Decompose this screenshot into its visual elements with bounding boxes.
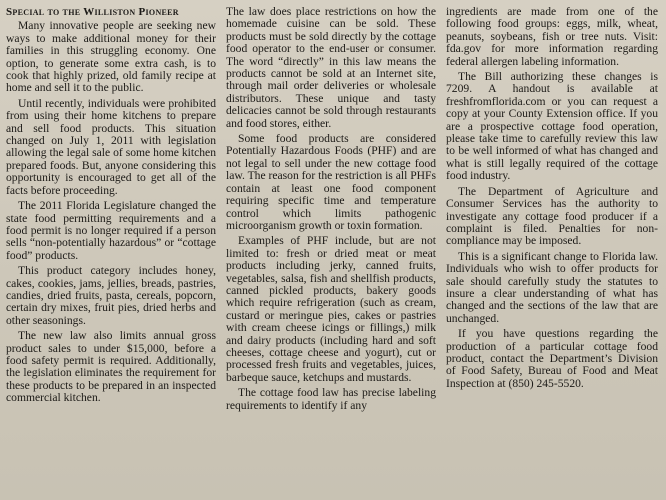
article-column-3 <box>446 6 658 500</box>
article-paragraph: The cottage food law has precise labeling requirements to identify if any <box>226 386 436 412</box>
article-paragraph: Some food products are considered Potentially Hazardous Foods (PHF) and are not legal to sell under the new cottage food law. The reason for the restriction is all PHFs contain at least one food component requiring specific time and temperature control which limits pathogenic microorganism growth or toxin formation. <box>226 132 436 232</box>
byline: Special to the Williston Pioneer <box>6 6 179 18</box>
article-paragraph: Examples of PHF include, but are not limited to: fresh or dried meat or meat products including jerky, canned fruits, vegetables, salsa, fish and shellfish products, canned pickled products, bakery goods which require refrigeration (such as cream, custard or meringue pies, cakes or pastries with cream cheese icings or fillings,) milk and dairy products (including hard and soft cheeses, cottage cheese and yogurt), cut or processed fresh fruits and vegetables, juices, barbeque sauce, ketchups and mustards. <box>226 234 436 384</box>
article-paragraph: The Department of Agriculture and Consumer Services has the authority to investigate any cottage food producer if a complaint is filed. Penalties for non-compliance may be imposed. <box>446 184 658 248</box>
column-2-body <box>226 6 436 412</box>
article-paragraph: Many innovative people are seeking new ways to make additional money for their families in this struggling economy. One option, to generate some extra cash, is to cook that highly prized, old family recipe at home and sell it to the public. <box>6 19 216 95</box>
article-column-2 <box>226 6 436 500</box>
column-3-body <box>446 6 658 390</box>
article-paragraph: Until recently, individuals were prohibited from using their home kitchens to prepare and sell food products. This situation changed on July 1, 2011 with legislation allowing the legal sale of some home kitchen prepared foods. But, anyone considering this opportunity is encouraged to get all of the facts before proceeding. <box>6 96 216 197</box>
article-paragraph: The new law also limits annual gross product sales to under $15,000, before a food safety permit is required. Additionally, the legislation eliminates the requirement for these products to be prepared in an inspected commercial kitchen. <box>6 329 216 405</box>
article-paragraph: The 2011 Florida Legislature changed the state food permitting requirements and a food permit is no longer required if a person sells “non-potentially hazardous” or “cottage food” products. <box>6 199 216 262</box>
article-paragraph: This product category includes honey, cakes, cookies, jams, jellies, breads, pastries, candies, dried fruits, pasta, cereals, popcorn, certain dry mixes, fruit pies, dried herbs and other seasonings. <box>6 264 216 327</box>
article-paragraph: The Bill authorizing these changes is 7209. A handout is available at freshfromflorida.com or you can request a copy at your County Extension office. If you are a prospective cottage food operation, please take time to carefully review this law to be well informed of what has changed and what is still legally required of the cottage food industry. <box>446 70 658 183</box>
column-1-body <box>6 20 216 404</box>
article-column-1 <box>6 6 216 500</box>
article-paragraph: If you have questions regarding the production of a particular cottage food product, contact the Department’s Division of Food Safety, Bureau of Food and Meat Inspection at (850) 245-5520. <box>446 327 658 390</box>
article-paragraph: The law does place restrictions on how the homemade cuisine can be sold. These products must be sold directly by the cottage food operator to the end-user or consumer. The word “directly” in this law means the products cannot be sold at an Internet site, through mail order deliveries or wholesale distributors. These unique and tasty delicacies cannot be sold through restaurants and food stores, either. <box>226 6 436 130</box>
article-paragraph: This is a significant change to Florida law. Individuals who wish to offer products for sale should carefully study the statutes to insure a clear understanding of what has changed and the sections of the law that are unchanged. <box>446 249 658 325</box>
article-paragraph: ingredients are made from one of the following food groups: eggs, milk, wheat, peanuts, soybeans, fish or tree nuts. Visit: fda.gov for more information regarding federal allergen labeling information. <box>446 6 658 68</box>
